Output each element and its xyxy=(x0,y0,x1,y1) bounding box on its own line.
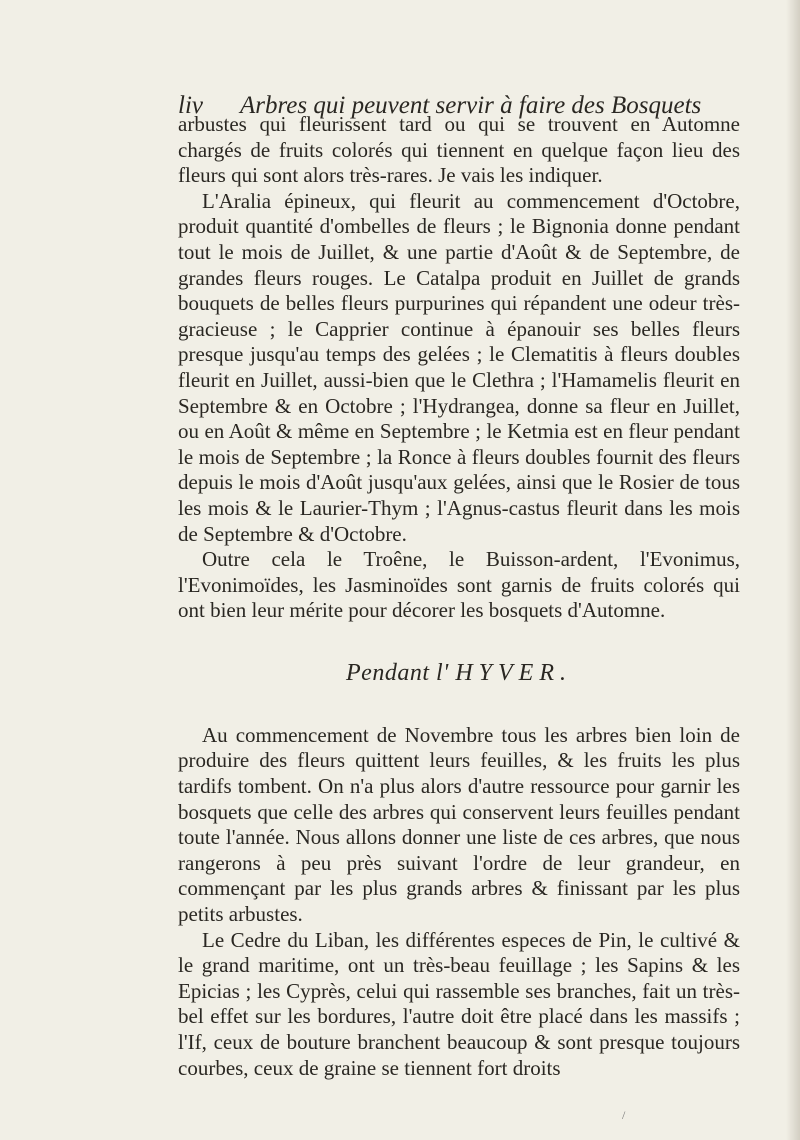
heading-lead: Pendant xyxy=(346,659,430,686)
page-number: liv xyxy=(178,92,203,119)
paragraph-autumn-fruits: Outre cela le Troêne, le Buisson-ardent, l'Evonimus, l'Evonimoïdes, les Jasminoïdes sont garnis de fruits colorés qui ont bien leur mérite pour décorer les bosquets d'Automne. xyxy=(178,547,740,623)
paragraph-autumn-flowers: L'Aralia épineux, qui fleurit au commencement d'Octobre, produit quantité d'ombelles de fleurs ; le Bignonia donne pendant tout le mois de Juillet, & une partie d'Août & de Septembre, de grandes fleurs rouges. Le Catalpa produit en Juillet de grands bouquets de belles fleurs purpurines qui répandent une odeur très-gracieuse ; le Capprier continue à épanouir ses belles fleurs presque jusqu'au temps des gelées ; le Clematitis à fleurs doubles fleurit en Juillet, aussi-bien que le Clethra ; l'Hamamelis fleurit en Septembre & en Octobre ; l'Hydrangea, donne sa fleur en Juillet, ou en Août & même en Septembre ; le Ketmia est en fleur pendant le mois de Septembre ; la Ronce à fleurs doubles fournit des fleurs depuis le mois d'Août jusqu'aux gelées, ainsi que le Rosier de tous les mois & le Laurier-Thym ; l'Agnus-castus fleurit dans les mois de Septembre & d'Octobre. xyxy=(178,188,740,546)
section-heading-hyver xyxy=(178,660,740,687)
page-body xyxy=(178,112,740,1081)
footer-mark: / xyxy=(622,1108,626,1122)
paragraph-winter-intro: Au commencement de Novembre tous les arbres bien loin de produire des fleurs quittent leurs feuilles, & les fruits les plus tardifs tombent. On n'a plus alors d'autre ressource pour garnir les bosquets que celle des arbres qui conservent leurs feuilles pendant toute l'année. Nous allons donner une liste de ces arbres, que nous rangerons à peu près suivant l'ordre de leur grandeur, en commençant par les plus grands arbres & finissant par les plus petits arbustes. xyxy=(178,722,740,927)
heading-article: l' xyxy=(436,659,449,686)
page-edge-shadow xyxy=(786,0,800,1140)
running-title: Arbres qui peuvent servir à faire des Bosquets xyxy=(240,92,702,119)
paragraph-continuation: arbustes qui fleurissent tard ou qui se trouvent en Automne chargés de fruits colorés qui tiennent en quelque façon lieu des fleurs qui sont alors très-rares. Je vais les indiquer. xyxy=(178,112,740,188)
paragraph-winter-trees: Le Cedre du Liban, les différentes especes de Pin, le cultivé & le grand maritime, ont un très-beau feuillage ; les Sapins & les Epicias ; les Cyprès, celui qui rassemble ses branches, fait un très-bel effet sur les bordures, l'autre doit être placé dans les massifs ; l'If, ceux de bouture branchent beaucoup & sont presque toujours courbes, ceux de graine se tiennent fort droits xyxy=(178,927,740,1080)
heading-word: HYVER. xyxy=(455,659,572,686)
